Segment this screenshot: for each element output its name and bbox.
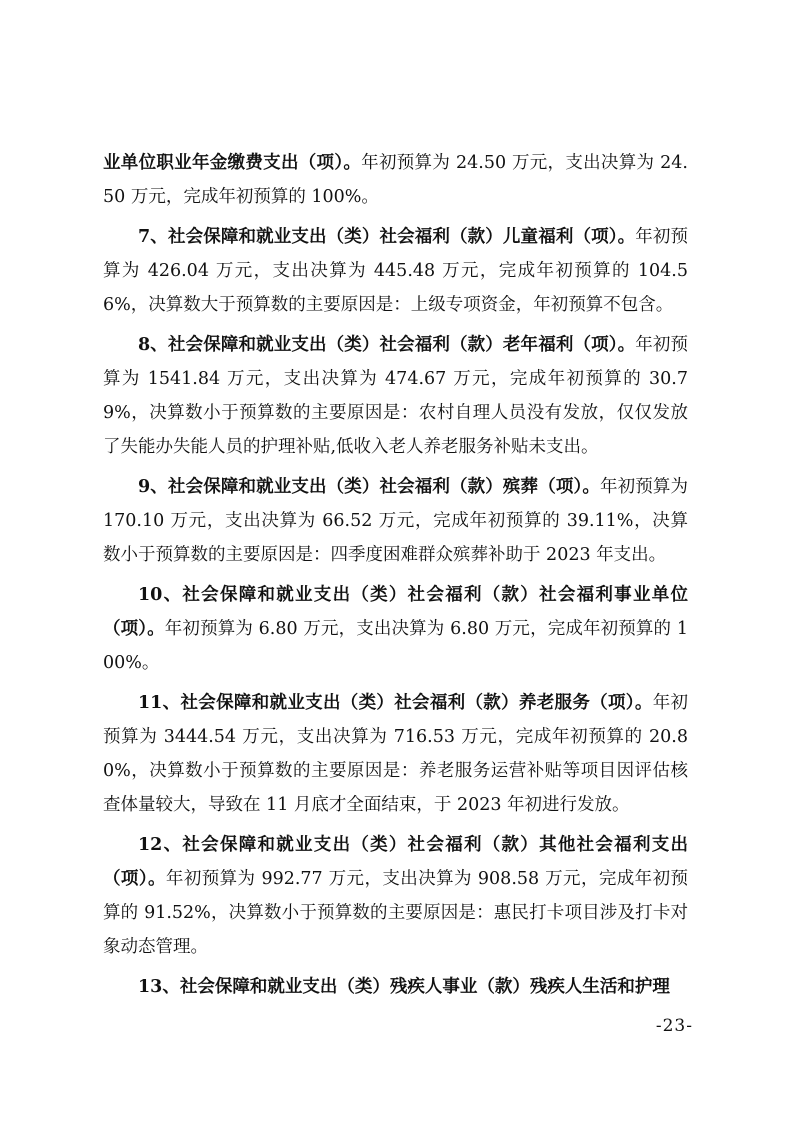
paragraph-text: 年初预算为 6.80 万元，支出决算为 6.80 万元，完成年初预算的 100%。: [103, 619, 688, 673]
paragraph-heading: 8、社会保障和就业支出（类）社会福利（款）老年福利（项）。: [138, 335, 636, 355]
paragraph-1: [103, 146, 688, 214]
paragraph-heading: 9、社会保障和就业支出（类）社会福利（款）殡葬（项）。: [138, 477, 600, 497]
paragraph-text: 年初预算为 1541.84 万元，支出决算为 474.67 万元，完成年初预算的 30.79%，决算数小于预算数的主要原因是：农村自理人员没有发放，仅仅发放了失能办失能人员的护理补贴,低收入老人养老服务补贴未支出。: [103, 335, 688, 457]
paragraph-5: [103, 578, 688, 680]
paragraph-7: [103, 828, 688, 964]
paragraph-heading: 7、社会保障和就业支出（类）社会福利（款）儿童福利（项）。: [138, 227, 636, 247]
paragraph-4: [103, 470, 688, 572]
paragraph-text: 年初预算为 992.77 万元，支出决算为 908.58 万元，完成年初预算的 91.52%，决算数小于预算数的主要原因是：惠民打卡项目涉及打卡对象动态管理。: [103, 869, 689, 957]
paragraph-2: [103, 220, 688, 322]
page-number: -23-: [655, 1016, 693, 1036]
paragraph-8: [103, 970, 688, 1004]
paragraph-text: 年初预算为 170.10 万元，支出决算为 66.52 万元，完成年初预算的 39.11%，决算数小于预算数的主要原因是：四季度困难群众殡葬补助于 2023 年支出。: [103, 477, 688, 565]
paragraph-text: 年初预算为 3444.54 万元，支出决算为 716.53 万元，完成年初预算的 20.80%，决算数小于预算数的主要原因是：养老服务运营补贴等项目因评估核查体量较大，导致在 11 月底才全面结束，于 2023 年初进行发放。: [103, 693, 689, 815]
paragraph-heading: 13、社会保障和就业支出（类）残疾人事业（款）残疾人生活和护理: [138, 977, 670, 997]
paragraph-text: 年初预算为 24.50 万元，支出决算为 24.50 万元，完成年初预算的 100%。: [103, 153, 688, 207]
paragraph-3: [103, 328, 688, 464]
paragraph-heading: 10、社会保障和就业支出（类）社会福利（款）社会福利事业单位（项）。: [103, 585, 688, 639]
paragraph-text: 年初预算为 426.04 万元，支出决算为 445.48 万元，完成年初预算的 104.56%，决算数大于预算数的主要原因是：上级专项资金，年初预算不包含。: [103, 227, 688, 315]
paragraph-6: [103, 686, 688, 822]
document-body: [103, 146, 688, 1010]
paragraph-heading: 业单位职业年金缴费支出（项）。: [103, 153, 362, 173]
paragraph-heading: 11、社会保障和就业支出（类）社会福利（款）养老服务（项）。: [138, 693, 653, 713]
paragraph-heading: 12、社会保障和就业支出（类）社会福利（款）其他社会福利支出（项）。: [103, 835, 688, 889]
